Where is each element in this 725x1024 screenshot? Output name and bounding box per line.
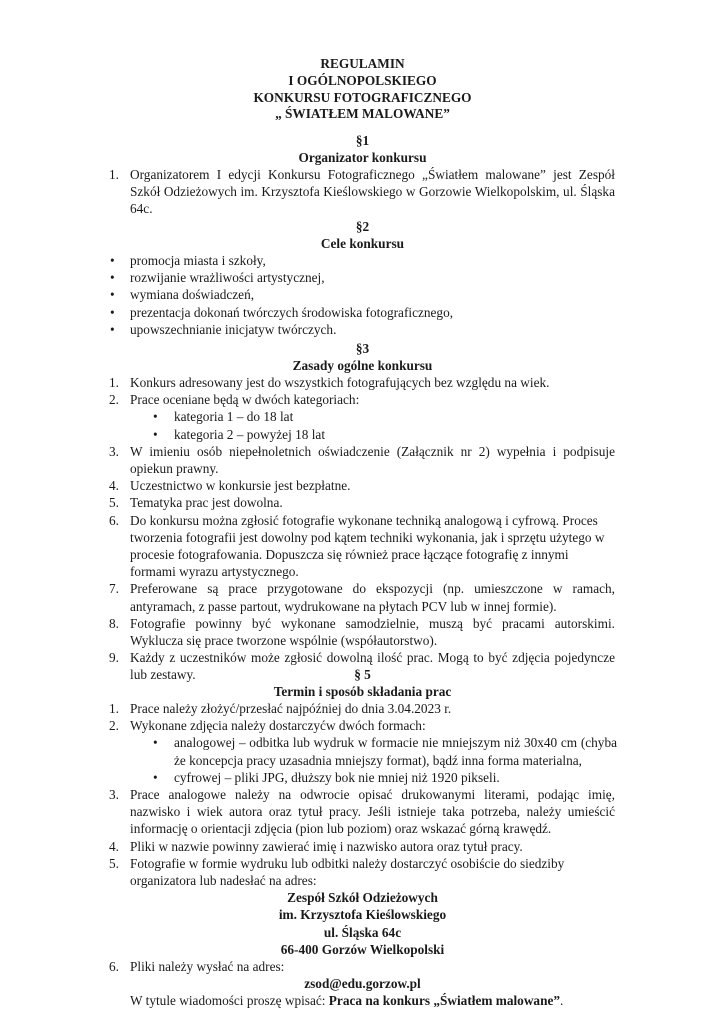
- subject-prefix: W tytule wiadomości proszę wpisać:: [130, 993, 329, 1009]
- section-5: [0, 666, 725, 1010]
- address-line-1: Zespół Szkół Odzieżowych: [287, 890, 438, 906]
- goal-item: [0, 286, 725, 303]
- subject-instruction: [0, 992, 725, 1009]
- document-title: [0, 56, 725, 123]
- item-number: 4.: [109, 838, 119, 854]
- category-item: [0, 408, 725, 425]
- item-text: Fotografie powinny być wykonane samodzielnie, muszą być pracami autorskimi. Wyklucza się prace tworzone wspólnie (współautorstwo).: [130, 615, 615, 649]
- item-text: Wykonane zdjęcia należy dostarczyćw dwóch formach:: [130, 718, 426, 734]
- goal-text: upowszechnianie inicjatyw twórczych.: [130, 321, 337, 337]
- section-2: [0, 218, 725, 338]
- address-line-3: ul. Śląska 64c: [323, 924, 402, 940]
- item-text: Każdy z uczestników może zgłosić dowolną ilość prac. Mogą to być zdjęcia pojedyncze lub zestawy.: [130, 650, 615, 683]
- section-1-number: §1: [355, 133, 370, 148]
- address-line-4: 66-400 Gorzów Wielkopolski: [280, 941, 445, 957]
- title-line-4: „ ŚWIATŁEM MALOWANE”: [275, 106, 450, 122]
- item-number: 6.: [109, 959, 119, 975]
- item-text: Prace należy złożyć/przesłać najpóźniej do dnia 3.04.2023 r.: [130, 701, 452, 716]
- format-item: [0, 734, 725, 768]
- submission-item: [0, 838, 725, 855]
- goal-text: rozwijanie wrażliwości artystycznej,: [130, 270, 325, 286]
- item-number: 4.: [109, 478, 119, 494]
- item-text: Preferowane są prace przygotowane do ekspozycji (np. umieszczone w ramach, antyramach, z passe partout, wydrukowane na płytach PCV lub w innej formie).: [130, 581, 615, 614]
- address-block: [0, 889, 725, 958]
- goal-text: prezentacja dokonań twórczych środowiska fotograficznego,: [130, 304, 454, 320]
- rule-item: [0, 391, 725, 408]
- subject-text: Praca na konkurs „Światłem malowane”: [328, 993, 561, 1009]
- item-text: Pliki w nazwie powinny zawierać imię i nazwisko autora oraz tytuł pracy.: [130, 838, 523, 854]
- item-number: 3.: [109, 787, 119, 803]
- format-text: cyfrowej – pliki JPG, dłuższy bok nie mniej niż 1920 pikseli.: [174, 769, 500, 785]
- goal-text: wymiana doświadczeń,: [130, 287, 255, 303]
- section-3: [0, 340, 725, 684]
- item-text: Do konkursu można zgłosić fotografie wykonane techniką analogową i cyfrową. Proces tworzenia fotografii jest dowolny pod kątem techniki wykonania, jak i sprzętu użytego w procesie fotografowania. Dopuszcza się również prace łączące fotografię z innymi formami wyrazu artystycznego.: [130, 512, 605, 580]
- section-2-number: §2: [355, 219, 370, 234]
- submission-item: [0, 855, 725, 889]
- bullet-icon: •: [110, 287, 115, 303]
- bullet-icon: •: [110, 304, 115, 320]
- section-1: [0, 132, 725, 218]
- item-number: 6.: [109, 512, 119, 528]
- item-number: 1.: [109, 701, 119, 716]
- item-text: Prace oceniane będą w dwóch kategoriach:: [130, 392, 360, 408]
- bullet-icon: •: [110, 270, 115, 286]
- section-1-heading: Organizator konkursu: [298, 150, 427, 165]
- goal-item: [0, 304, 725, 321]
- section-2-heading: Cele konkursu: [320, 236, 405, 251]
- rule-item: [0, 494, 725, 511]
- item-number: 5.: [109, 855, 119, 871]
- rule-item: [0, 477, 725, 494]
- item-number: 5.: [109, 495, 119, 511]
- item-text: Fotografie w formie wydruku lub odbitki należy dostarczyć osobiście do siedziby organizatora lub nadesłać na adres:: [130, 855, 565, 889]
- bullet-icon: •: [110, 321, 115, 337]
- address-line-2: im. Krzysztofa Kieślowskiego: [278, 907, 447, 923]
- rule-item: [0, 512, 725, 581]
- rule-item: [0, 580, 725, 614]
- bullet-icon: •: [153, 769, 158, 785]
- item-text: Uczestnictwo w konkursie jest bezpłatne.: [130, 478, 351, 494]
- item-number: 2.: [109, 718, 119, 734]
- section-3-heading: Zasady ogólne konkursu: [292, 358, 433, 373]
- item-number: 7.: [109, 581, 119, 597]
- category-text: kategoria 1 – do 18 lat: [174, 409, 294, 425]
- item-number: 9.: [109, 650, 119, 666]
- rule-item: [0, 374, 725, 391]
- item-text: Tematyka prac jest dowolna.: [130, 495, 283, 511]
- rule-item: [0, 615, 725, 649]
- title-line-1: REGULAMIN: [320, 56, 405, 71]
- goal-item: [0, 269, 725, 286]
- submission-item: [0, 717, 725, 734]
- item-text: W imieniu osób niepełnoletnich oświadczenie (Załącznik nr 2) wypełnia i podpisuje opiekun prawny.: [130, 443, 615, 477]
- item-text: Prace analogowe należy na odwrocie opisać drukowanymi literami, podając imię, nazwisko i wiek autora oraz tytuł pracy. Jeśli istnieje taka potrzeba, należy umieścić informację o orientacji zdjęcia (pion lub poziom) oraz wskazać górną krawędź.: [130, 787, 615, 837]
- item-text: Organizatorem I edycji Konkursu Fotograficznego „Światłem malowane” jest Zespół Szkół Odzieżowych im. Krzysztofa Kieślowskiego w Gorzowie Wielkopolskim, ul. Śląska 64c.: [130, 167, 615, 217]
- section-3-number: §3: [355, 341, 370, 356]
- goal-text: promocja miasta i szkoły,: [130, 253, 266, 268]
- bullet-icon: •: [153, 735, 158, 751]
- submission-item: [0, 958, 725, 975]
- goal-item: [0, 252, 725, 269]
- bullet-icon: •: [153, 409, 158, 425]
- submission-item: [0, 786, 725, 838]
- title-line-3: KONKURSU FOTOGRAFICZNEGO: [253, 89, 472, 105]
- item-number: 3.: [109, 443, 119, 459]
- subject-suffix: .: [560, 993, 564, 1009]
- item-text: Konkurs adresowany jest do wszystkich fotografujących bez względu na wiek.: [130, 375, 550, 390]
- rule-item: [0, 443, 725, 477]
- category-item: [0, 426, 725, 443]
- item-number: 2.: [109, 392, 119, 408]
- format-text: analogowej – odbitka lub wydruk w formacie nie mniejszym niż 30x40 cm (chyba że koncepcja pracy uzasadnia mniejszy format), bądź inna forma materialna,: [174, 735, 617, 768]
- format-item: [0, 769, 725, 786]
- item-text: Pliki należy wysłać na adres:: [130, 959, 285, 975]
- category-text: kategoria 2 – powyżej 18 lat: [174, 426, 326, 442]
- section-5-heading: Termin i sposób składania prac: [273, 684, 452, 699]
- submission-item: [0, 700, 725, 717]
- section-1-item-1: [0, 166, 725, 218]
- bullet-icon: •: [153, 426, 158, 442]
- title-line-2: I OGÓLNOPOLSKIEGO: [288, 72, 437, 88]
- goal-item: [0, 321, 725, 338]
- section-5-number: § 5: [354, 667, 371, 682]
- bullet-icon: •: [110, 253, 115, 268]
- item-number: 8.: [109, 615, 119, 631]
- item-number: 1.: [109, 167, 119, 182]
- email-address[interactable]: zsod@edu.gorzow.pl: [304, 976, 421, 992]
- item-number: 1.: [109, 375, 119, 390]
